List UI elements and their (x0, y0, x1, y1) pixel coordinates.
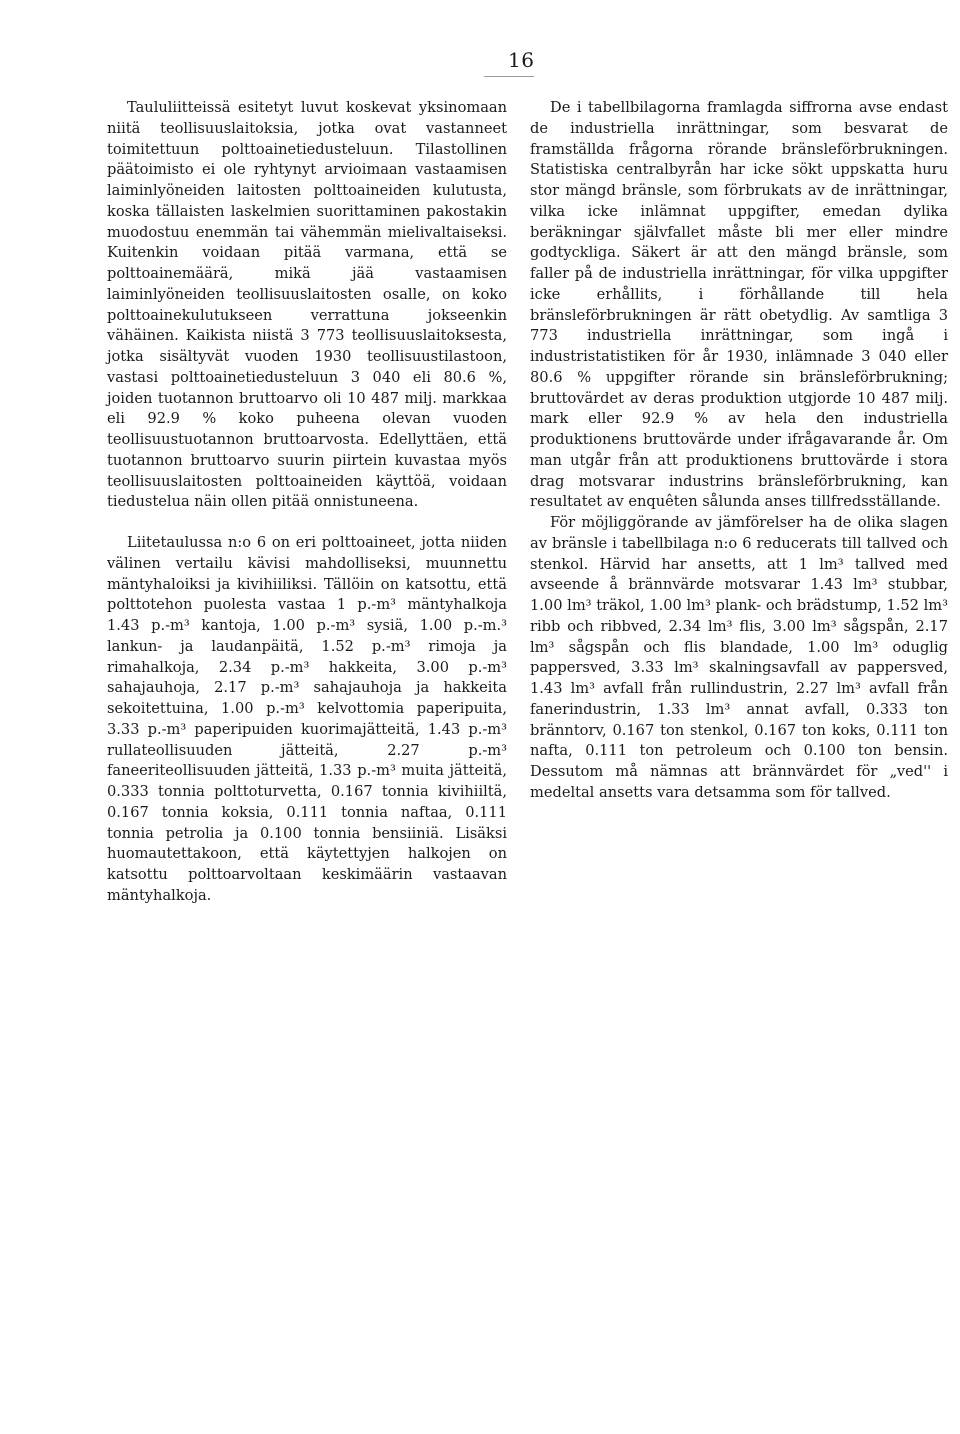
right-column (530, 98, 948, 804)
right-paragraph-2: För möjliggörande av jämförelser ha de olika slagen av bränsle i tabellbilaga n:o 6 reducerats till tallved och stenkol. Härvid har ansetts, att 1 lm³ tallved med avseende å brännvärde motsvarar 1.43 lm³ stubbar, 1.00 lm³ träkol, 1.00 lm³ plank- och brädstump, 1.52 lm³ ribb och ribbved, 2.34 lm³ flis, 3.00 lm³ sågspån, 2.17 lm³ sågspån och flis blandade, 1.00 lm³ oduglig pappersved, 3.33 lm³ skalningsavfall av pappersved, 1.43 lm³ avfall från rullindustrin, 2.27 lm³ avfall från fanerindustrin, 1.33 lm³ annat avfall, 0.333 ton bränntorv, 0.167 ton stenkol, 0.167 ton koks, 0.111 ton nafta, 0.111 ton petroleum och 0.100 ton bensin. Dessutom må nämnas att brännvärdet för „ved'' i medeltal ansetts vara detsamma som för tallved. (530, 514, 948, 801)
left-paragraph-1: Taululiitteissä esitetyt luvut koskevat yksinomaan niitä teollisuuslaitoksia, jotka ovat vastanneet toimitettuun polttoainetiedusteluun. Tilastollinen päätoimisto ei ole ryhtynyt arvioimaan vastaamisen laiminlyöneiden laitosten polttoaineiden kulutusta, koska tällaisten laskelmien suorittaminen pakostakin muodostuu enemmän tai vähemmän mielivaltaiseksi. Kuitenkin voidaan pitää varmana, että se polttoainemäärä, mikä jää vastaamisen laiminlyöneiden teollisuuslaitosten osalle, on koko polttoainekulutukseen verrattuna jokseenkin vähäinen. Kaikista niistä 3 773 teollisuuslaitoksesta, jotka sisältyvät vuoden 1930 teollisuustilastoon, vastasi polttoainetiedusteluun 3 040 eli 80.6 %, joiden tuotannon bruttoarvo oli 10 487 milj. markkaa eli 92.9 % koko puheena olevan vuoden teollisuustuotannon bruttoarvosta. Edellyttäen, että tuotannon bruttoarvo suurin piirtein kuvastaa myös teollisuuslaitosten polttoaineiden käyttöä, voidaan tiedustelua näin ollen pitää onnistuneena. (107, 99, 507, 511)
page-number: 16 (508, 48, 535, 72)
page-number-rule (484, 76, 534, 77)
left-column (107, 98, 507, 907)
left-paragraph-2: Liitetaulussa n:o 6 on eri polttoaineet, jotta niiden välinen vertailu kävisi mahdolliseksi, muunnettu mäntyhaloiksi ja kivihiiliksi. Tällöin on katsottu, että polttotehon puolesta vastaa 1 p.-m³ mäntyhalkoja 1.43 p.-m³ kantoja, 1.00 p.-m³ sysiä, 1.00 p.-m.³ lankun- ja laudanpäitä, 1.52 p.-m³ rimoja ja rimahalkoja, 2.34 p.-m³ hakkeita, 3.00 p.-m³ sahajauhoja, 2.17 p.-m³ sahajauhoja ja hakkeita sekoitettuina, 1.00 p.-m³ kelvottomia paperipuita, 3.33 p.-m³ paperipuiden kuorimajätteitä, 1.43 p.-m³ rullateollisuuden jätteitä, 2.27 p.-m³ faneeriteollisuuden jätteitä, 1.33 p.-m³ muita jätteitä, 0.333 tonnia polttoturvetta, 0.167 tonnia kivihiiltä, 0.167 tonnia koksia, 0.111 tonnia naftaa, 0.111 tonnia petrolia ja 0.100 tonnia bensiiniä. Lisäksi huomautettakoon, että käytettyjen halkojen on katsottu polttoarvoltaan keskimäärin vastaavan mäntyhalkoja. (107, 534, 507, 904)
right-paragraph-1: De i tabellbilagorna framlagda siffrorna avse endast de industriella inrättningar, som besvarat de framställda frågorna rörande bränsleförbrukningen. Statistiska centralbyrån har icke sökt uppskatta huru stor mängd bränsle, som förbrukats av de inrättningar, vilka icke inlämnat uppgifter, emedan dylika beräkningar självfallet måste bli mer eller mindre godtyckliga. Säkert är att den mängd bränsle, som faller på de industriella inrättningar, för vilka uppgifter icke erhållits, i förhållande till hela bränsleförbrukningen är rätt obetydlig. Av samtliga 3 773 industriella inrättningar, som ingå i industristatistiken för år 1930, inlämnade 3 040 eller 80.6 % uppgifter rörande sin bränsleförbrukning; bruttovärdet av deras produktion utgjorde 10 487 milj. mark eller 92.9 % av hela den industriella produktionens bruttovärde under ifrågavarande år. Om man utgår från att produktionens bruttovärde i stora drag motsvarar industrins bränsleförbrukning, kan resultatet av enquêten sålunda anses tillfredsställande. (530, 99, 948, 511)
